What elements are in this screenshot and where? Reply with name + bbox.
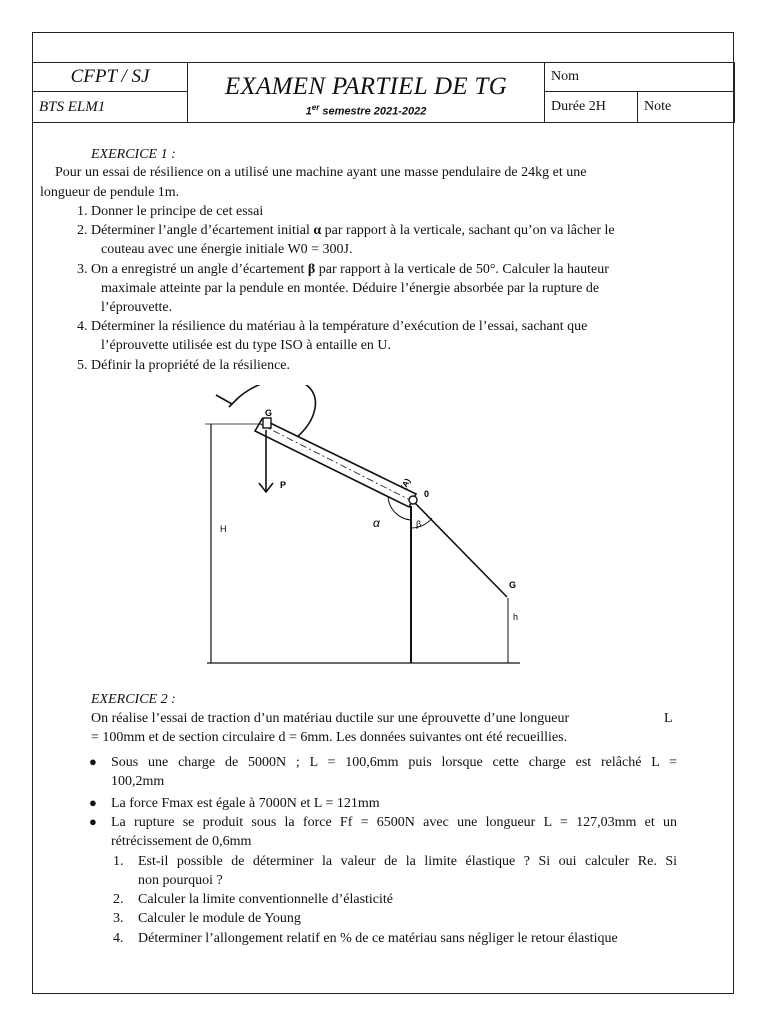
exercise2-question-1-cont: non pourquoi ? bbox=[138, 873, 223, 888]
exercise2-intro-line1: On réalise l’essai de traction d’un matériau ductile sur une éprouvette d’une longueur bbox=[91, 711, 570, 726]
nom-field: Nom bbox=[545, 63, 735, 92]
pendulum-diagram bbox=[200, 385, 540, 670]
exercise2-question-4: Déterminer l’allongement relatif en % de ce matériau sans négliger le retour élastique bbox=[138, 931, 618, 946]
note-field: Note bbox=[638, 92, 735, 123]
exercise2-title: EXERCICE 2 : bbox=[91, 692, 176, 707]
exercise2-question-3-num: 3. bbox=[113, 911, 124, 926]
exercise2-bullet-1-cont: 100,2mm bbox=[111, 774, 165, 789]
beta-arc bbox=[411, 518, 432, 528]
school-name: CFPT / SJ bbox=[33, 63, 188, 92]
exercise1-question-5: 5. Définir la propriété de la résilience. bbox=[77, 358, 291, 373]
exercise2-bullet-3: La rupture se produit sous la force Ff = 6500N avec une longueur L = 127,03mm et un bbox=[111, 815, 677, 830]
exercise2-bullet-2: La force Fmax est égale à 7000N et L = 121mm bbox=[111, 796, 380, 811]
exercise2-question-2: Calculer la limite conventionnelle d’élasticité bbox=[138, 892, 394, 907]
label-beta: β bbox=[416, 519, 422, 529]
exercise2-question-3: Calculer le module de Young bbox=[138, 911, 301, 926]
exercise2-question-1-num: 1. bbox=[113, 854, 124, 869]
label-a: (A) bbox=[398, 476, 413, 491]
exercise1-question-3-cont: maximale atteinte par la pendule en montée. Déduire l’énergie absorbée par la rupture de bbox=[101, 281, 600, 296]
exercise1-question-3: 3. On a enregistré un angle d’écartement β par rapport à la verticale de 50°. Calculer la hauteur bbox=[77, 262, 609, 277]
exam-subtitle bbox=[188, 101, 544, 119]
bullet-dot: ● bbox=[89, 814, 97, 829]
exercise2-intro-line2: = 100mm et de section circulaire d = 6mm. Les données suivantes ont été recueillies. bbox=[91, 730, 568, 745]
exercise2-question-4-num: 4. bbox=[113, 931, 124, 946]
exercise1-intro-line2: longueur de pendule 1m. bbox=[40, 185, 180, 200]
duree-field: Durée 2H bbox=[545, 92, 638, 123]
label-g2: G bbox=[509, 580, 517, 590]
exercise2-question-2-num: 2. bbox=[113, 892, 124, 907]
exam-title-cell bbox=[188, 63, 545, 123]
exercise1-question-4: 4. Déterminer la résilience du matériau à la température d’exécution de l’essai, sachant que bbox=[77, 319, 588, 334]
label-h-upper: H bbox=[220, 524, 227, 534]
subtitle-sup: er bbox=[311, 102, 320, 112]
exercise1-intro-line1: Pour un essai de résilience on a utilisé une machine ayant une masse pendulaire de 24kg et une bbox=[55, 165, 587, 180]
label-p: P bbox=[280, 480, 287, 490]
exercise2-bullet-1: Sous une charge de 5000N ; L = 100,6mm puis lorsque cette charge est relâché L = bbox=[111, 755, 677, 770]
label-g1: G bbox=[265, 408, 273, 418]
exam-header-table bbox=[32, 62, 735, 123]
exercise1-question-1: 1. Donner le principe de cet essai bbox=[77, 204, 264, 219]
pendulum-bar bbox=[255, 419, 416, 507]
label-alpha: α bbox=[373, 516, 380, 530]
label-o: 0 bbox=[424, 489, 430, 499]
class-name: BTS ELM1 bbox=[33, 92, 188, 123]
exercise1-question-2: 2. Déterminer l’angle d’écartement initial α par rapport à la verticale, sachant qu’on va lâcher le bbox=[77, 223, 615, 238]
exercise1-title: EXERCICE 1 : bbox=[91, 147, 176, 162]
exercise1-question-2-cont: couteau avec une énergie initiale W0 = 300J. bbox=[101, 242, 353, 257]
subtitle-rest: semestre 2021-2022 bbox=[319, 105, 427, 118]
exam-title: EXAMEN PARTIEL DE TG bbox=[224, 72, 508, 100]
bullet-dot: ● bbox=[89, 795, 97, 810]
pendulum-arm-top bbox=[216, 395, 232, 404]
pendulum-swing-line bbox=[415, 503, 507, 597]
exercise1-question-4-cont: l’éprouvette utilisée est du type ISO à entaille en U. bbox=[101, 338, 392, 353]
exercise2-question-1: Est-il possible de déterminer la valeur de la limite élastique ? Si oui calculer Re. Si bbox=[138, 854, 677, 869]
subtitle-num: 1 bbox=[305, 105, 312, 118]
exercise1-question-3-cont2: l’éprouvette. bbox=[101, 300, 173, 315]
bullet-dot: ● bbox=[89, 754, 97, 769]
exercise2-bullet-3-cont: rétrécissement de 0,6mm bbox=[111, 834, 252, 849]
label-h-lower: h bbox=[513, 612, 519, 622]
center-of-gravity-marker-1 bbox=[263, 418, 271, 428]
exercise2-intro-l: L bbox=[664, 711, 673, 726]
